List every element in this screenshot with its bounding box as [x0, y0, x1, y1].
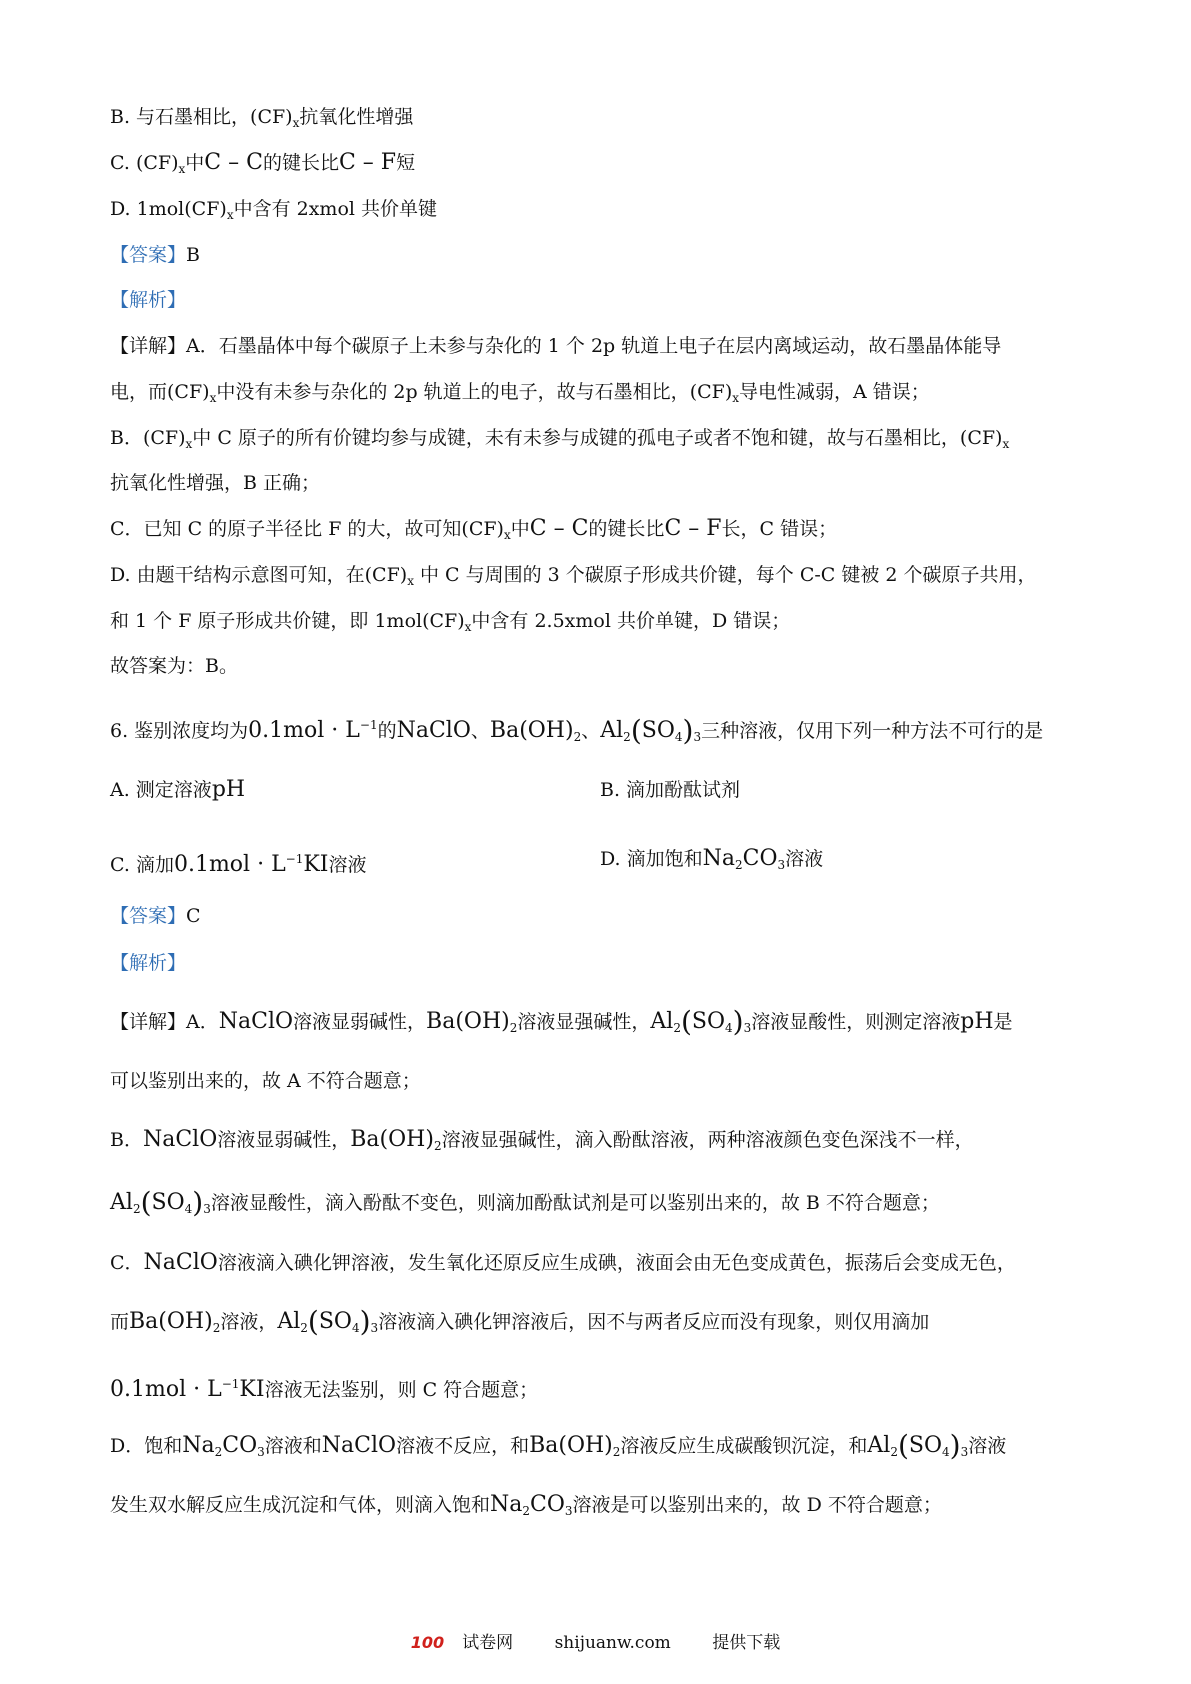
answer-1: 【答案】B [110, 244, 200, 266]
explain2-a-line2: 可以鉴别出来的，故 A 不符合题意； [110, 1070, 421, 1092]
site-name: 试卷网 [462, 1633, 514, 1653]
explain2-b-line2: $Al_2(SO_4)_3$溶液显酸性，滴入酚酞不变色，则滴加酚酞试剂是可以鉴别出来的，故 B 不符合题意； [110, 1186, 940, 1219]
site-logo: 100 [410, 1633, 445, 1652]
explain1-b-line2: 抗氧化性增强，B 正确； [110, 472, 321, 494]
option-b-prev: B. 与石墨相比，$(CF)_x$抗氧化性增强 [110, 106, 414, 130]
explain2-c-line3: $0.1mol \cdot L^{-1}KI$溶液无法鉴别，则 C 符合题意； [110, 1377, 539, 1402]
explain1-c: C．已知 C 的原子半径比 F 的大，故可知$(CF)_x$中C – C的键长比C – F长，C 错误； [110, 516, 838, 542]
q6-option-b: B. 滴加酚酞试剂 [600, 779, 741, 801]
analysis-label-1: 【解析】 [110, 289, 187, 311]
explain1-d-line2: 和 1 个 F 原子形成共价键，即 $1mol(CF)_x$中含有 2.5xmol 共价单键，D 错误； [110, 610, 791, 634]
explain2-c-line1: C．NaClO溶液滴入碘化钾溶液，发生氧化还原反应生成碘，液面会由无色变成黄色，振荡后会变成无色， [110, 1250, 1016, 1275]
page-footer [0, 1628, 1191, 1653]
option-c-prev: C. $(CF)_x$中C – C的键长比C – F短 [110, 150, 416, 176]
explain1-a-line2: 电，而$(CF)_x$中没有未参与杂化的 2p 轨道上的电子，故与石墨相比，$(CF)_x$导电性减弱，A 错误； [110, 381, 930, 405]
explain2-d-line1: D．饱和$Na_2CO_3$溶液和NaClO溶液不反应，和$Ba(OH)_2$溶液反应生成碳酸钡沉淀，和$Al_2(SO_4)_3$溶液 [110, 1429, 1007, 1462]
explain1-b-line1: B．$(CF)_x$中 C 原子的所有价键均参与成键，未有未参与成键的孤电子或者不饱和键，故与石墨相比，$(CF)_x$ [110, 427, 1010, 451]
q6-option-d: D. 滴加饱和$Na_2CO_3$溶液 [600, 846, 824, 872]
explain2-b-line1: B．NaClO溶液显弱碱性，$Ba(OH)_2$溶液显强碱性，滴入酚酞溶液，两种溶液颜色变色深浅不一样， [110, 1127, 974, 1153]
q6-option-c: C. 滴加$0.1mol \cdot L^{-1}KI$溶液 [110, 852, 367, 877]
site-url[interactable]: shijuanw.com [554, 1633, 671, 1653]
question-6-stem: 6. 鉴别浓度均为$0.1mol \cdot L^{-1}$的NaClO、$Ba(OH)_2$、$Al_2(SO_4)_3$三种溶液，仅用下列一种方法不可行的是 [110, 714, 1044, 747]
explain2-a-line1: 【详解】A．NaClO溶液显弱碱性，$Ba(OH)_2$溶液显强碱性，$Al_2(SO_4)_3$溶液显酸性，则测定溶液pH是 [110, 1005, 1013, 1038]
explain1-d-line1: D. 由题干结构示意图可知，在$(CF)_x$ 中 C 与周围的 3 个碳原子形成共价键，每个 C-C 键被 2 个碳原子共用， [110, 564, 1037, 588]
analysis-label-2: 【解析】 [110, 952, 187, 974]
answer-2: 【答案】C [110, 905, 201, 927]
explain1-a-line1: 【详解】A．石墨晶体中每个碳原子上未参与杂化的 1 个 2p 轨道上电子在层内离域运动，故石墨晶体能导 [110, 335, 1002, 357]
footer-slogan: 提供下载 [712, 1633, 781, 1653]
explain2-c-line2: 而$Ba(OH)_2$溶液，$Al_2(SO_4)_3$溶液滴入碘化钾溶液后，因不与两者反应而没有现象，则仅用滴加 [110, 1305, 930, 1338]
q6-option-a: A. 测定溶液pH [110, 777, 246, 802]
explain2-d-line2: 发生双水解反应生成沉淀和气体，则滴入饱和$Na_2CO_3$溶液是可以鉴别出来的，故 D 不符合题意； [110, 1492, 942, 1518]
option-d-prev: D. $1mol(CF)_x$中含有 2xmol 共价单键 [110, 198, 438, 222]
explain1-conclusion: 故答案为：B。 [110, 655, 238, 677]
